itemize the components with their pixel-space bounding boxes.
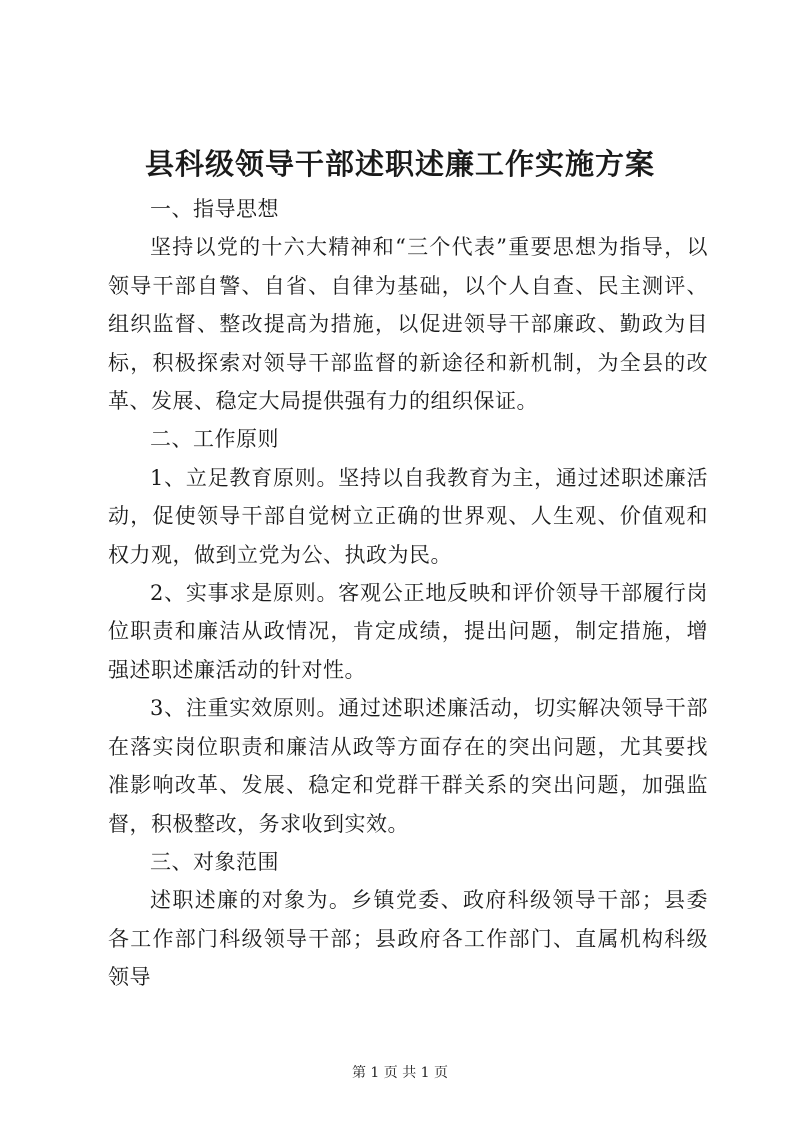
document-body — [108, 190, 708, 997]
paragraph-principle-fact: 2、实事求是原则。客观公正地反映和评价领导干部履行岗位职责和廉洁从政情况，肯定成绩，提出问题，制定措施，增强述职述廉活动的针对性。 — [108, 581, 708, 682]
page-number-footer: 第 1 页 共 1 页 — [351, 1065, 449, 1081]
paragraph-principle-education: 1、立足教育原则。坚持以自我教育为主，通过述职述廉活动，促使领导干部自觉树立正确的世界观、人生观、价值观和权力观，做到立党为公、执政为民。 — [108, 465, 708, 567]
section-heading-scope: 三、对象范围 — [150, 849, 279, 874]
section-heading-guiding-thought: 一、指导思想 — [150, 197, 279, 221]
paragraph-guiding-thought: 坚持以党的十六大精神和“三个代表”重要思想为指导，以领导干部自警、自省、自律为基础，以个人自查、民主测评、组织监督、整改提高为措施，以促进领导干部廉政、勤政为目标，积极探索对领导干部监督的新途径和新机制，为全县的改革、发展、稳定大局提供强有力的组织保证。 — [108, 235, 708, 414]
paragraph-principle-effect: 3、注重实效原则。通过述职述廉活动，切实解决领导干部在落实岗位职责和廉洁从政等方面存在的突出问题，尤其要找准影响改革、发展、稳定和党群干群关系的突出问题，加强监督，积极整改，务求收到实效。 — [108, 696, 708, 836]
document-title: 县科级领导干部述职述廉工作实施方案 — [144, 147, 655, 181]
paragraph-scope: 述职述廉的对象为。乡镇党委、政府科级领导干部；县委各工作部门科级领导干部；县政府各工作部门、直属机构科级领导 — [108, 888, 708, 990]
section-heading-work-principles: 二、工作原则 — [150, 427, 279, 452]
